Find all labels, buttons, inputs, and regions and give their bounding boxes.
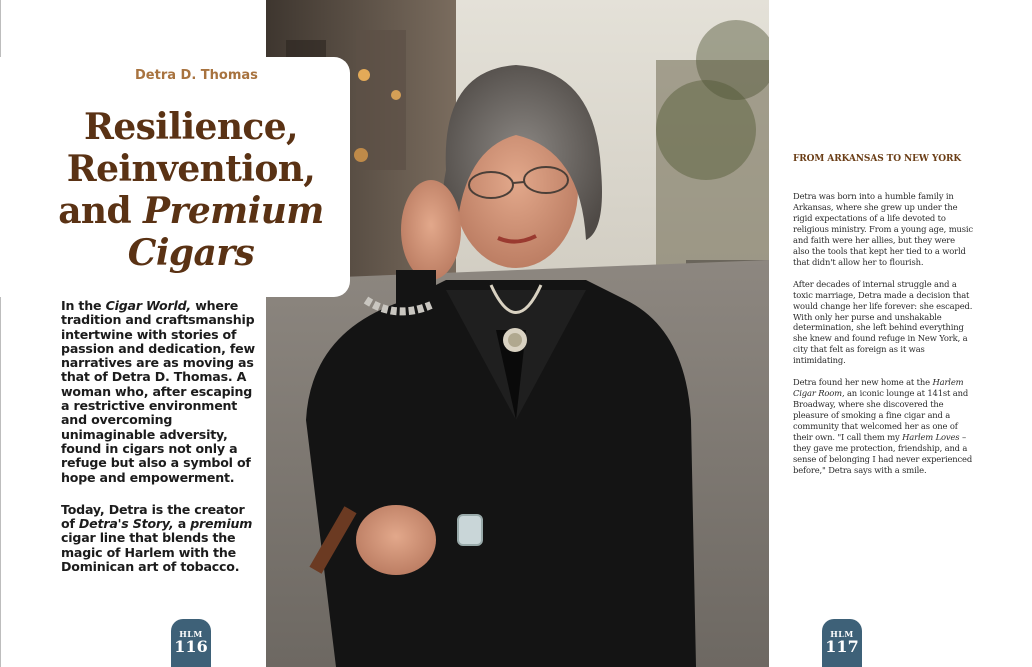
intro-paragraph [61, 299, 261, 485]
text-run: Today, Detra is the creator of [61, 501, 245, 532]
intro-paragraph [61, 503, 261, 574]
text-run: –they gave me protection, friendship, and a sense of belonging I had never experienced before," Detra says with a smile. [793, 432, 973, 475]
italic-run: Cigar World, [105, 298, 192, 313]
headline-line [30, 190, 352, 232]
page-number-right [822, 619, 862, 667]
text-run: an iconic lounge at 141st and Broadway, where she discovered the pleasure of smoking a fine cigar and a community that welcomed her as one of their own. "I call them my [793, 388, 969, 443]
body-paragraph: After decades of internal struggle and a toxic marriage, Detra made a decision that would change her life forever: she escaped. With only her purse and unshakable determination, she left behind everything she knew and found refuge in New York, a city that felt as foreign as it was intimidating. [793, 278, 973, 366]
headline-italic-word: Cigars [127, 232, 255, 274]
headline-line: Resilience, [84, 106, 298, 148]
headline-italic-word: Premium [143, 190, 324, 232]
headline-line [30, 232, 352, 274]
text-run: a [173, 516, 191, 532]
italic-run: Harlem Loves [902, 432, 960, 443]
headline-word: and [58, 190, 144, 232]
headline-line: Reinvention, [66, 148, 316, 190]
body-paragraph: Detra was born into a humble family in Arkansas, where she grew up under the rigid expectations of a life devoted to religious ministry. From a young age, music and faith were her allies, but they were also the tools that kept her tied to a world that didn't allow her to flourish. [793, 191, 973, 267]
magazine-mark: HLM [830, 629, 854, 639]
page-number: 116 [174, 637, 208, 656]
article-headline [30, 106, 352, 274]
intro-text [61, 299, 261, 592]
italic-run: premium [190, 516, 253, 532]
text-run: In the [61, 298, 106, 313]
italic-run: Harlem Cigar Room, [793, 377, 964, 399]
body-paragraph [793, 377, 973, 476]
magazine-mark: HLM [179, 629, 203, 639]
page-number: 117 [825, 637, 859, 656]
section-heading: FROM ARKANSAS TO NEW YORK [793, 154, 962, 164]
author-byline: Detra D. Thomas [135, 68, 258, 83]
text-run: Detra found her new home at the [793, 377, 933, 388]
page-number-left [171, 619, 211, 667]
body-column [793, 191, 973, 487]
text-run: cigar line that blends the magic of Harlem with the Dominican art of tobacco. [61, 530, 240, 575]
text-run: where tradition and craftsmanship intertwine with stories of passion and dedication, few narratives are as moving as that of Detra D. Thomas. A woman who, after escaping a restrictive environment and overcoming unimaginable adversity, found in cigars not only a refuge but also a symbol of hope and empowerment. [61, 298, 255, 485]
italic-run: Detra's Story, [78, 516, 174, 532]
